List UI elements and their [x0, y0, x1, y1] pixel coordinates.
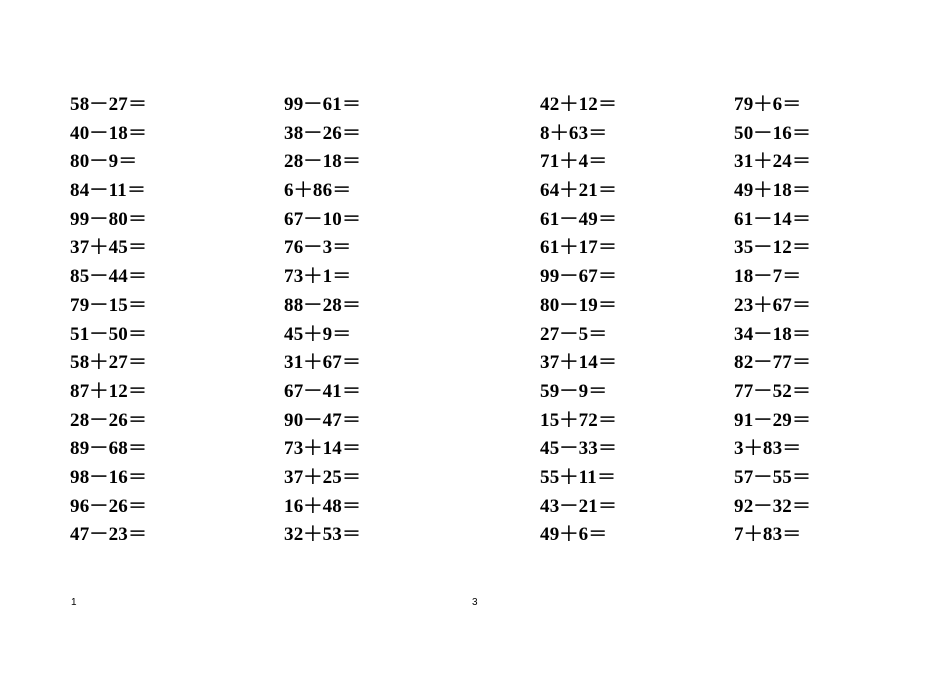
- arithmetic-problem: 96－26＝: [70, 495, 148, 517]
- arithmetic-problem: 38－26＝: [284, 122, 362, 144]
- arithmetic-problem: 73＋14＝: [284, 438, 362, 460]
- arithmetic-problem: 61－14＝: [734, 208, 812, 230]
- page-number: 3: [472, 597, 478, 608]
- worksheet-page-3: [472, 0, 950, 673]
- arithmetic-problem: 40－18＝: [70, 122, 148, 144]
- arithmetic-problem: 35－12＝: [734, 237, 812, 259]
- arithmetic-problem: 59－9＝: [540, 380, 608, 402]
- arithmetic-problem: 37＋14＝: [540, 352, 618, 374]
- arithmetic-problem: 43－21＝: [540, 495, 618, 517]
- arithmetic-problem: 73＋1＝: [284, 266, 352, 288]
- arithmetic-problem: 67－41＝: [284, 380, 362, 402]
- arithmetic-problem: 64＋21＝: [540, 180, 618, 202]
- problem-column-3: [540, 91, 617, 550]
- arithmetic-problem: 91－29＝: [734, 409, 812, 431]
- arithmetic-problem: 18－7＝: [734, 266, 802, 288]
- arithmetic-problem: 77－52＝: [734, 380, 812, 402]
- arithmetic-problem: 89－68＝: [70, 438, 148, 460]
- arithmetic-problem: 34－18＝: [734, 323, 812, 345]
- arithmetic-problem: 82－77＝: [734, 352, 812, 374]
- arithmetic-problem: 23＋67＝: [734, 294, 812, 316]
- arithmetic-problem: 50－16＝: [734, 122, 812, 144]
- arithmetic-problem: 99－80＝: [70, 208, 148, 230]
- page-number: 1: [71, 597, 77, 608]
- arithmetic-problem: 31＋67＝: [284, 352, 362, 374]
- arithmetic-problem: 88－28＝: [284, 294, 362, 316]
- arithmetic-problem: 7＋83＝: [734, 524, 802, 546]
- arithmetic-problem: 80－19＝: [540, 294, 618, 316]
- arithmetic-problem: 6＋86＝: [284, 180, 352, 202]
- problem-column-4: [734, 91, 811, 550]
- arithmetic-problem: 79＋6＝: [734, 94, 802, 115]
- arithmetic-problem: 87＋12＝: [70, 380, 148, 402]
- arithmetic-problem: 45＋9＝: [284, 323, 352, 345]
- arithmetic-problem: 55＋11＝: [540, 466, 617, 488]
- arithmetic-problem: 31＋24＝: [734, 151, 812, 173]
- arithmetic-problem: 8＋63＝: [540, 122, 608, 144]
- arithmetic-problem: 84－11＝: [70, 180, 147, 202]
- arithmetic-problem: 61－49＝: [540, 208, 618, 230]
- arithmetic-problem: 58－27＝: [70, 94, 148, 115]
- arithmetic-problem: 49＋6＝: [540, 524, 608, 546]
- problem-column-2: [284, 91, 361, 550]
- arithmetic-problem: 92－32＝: [734, 495, 812, 517]
- arithmetic-problem: 51－50＝: [70, 323, 148, 345]
- arithmetic-problem: 3＋83＝: [734, 438, 802, 460]
- arithmetic-problem: 16＋48＝: [284, 495, 362, 517]
- arithmetic-problem: 79－15＝: [70, 294, 148, 316]
- arithmetic-problem: 99－61＝: [284, 94, 362, 115]
- arithmetic-problem: 37＋45＝: [70, 237, 148, 259]
- arithmetic-problem: 15＋72＝: [540, 409, 618, 431]
- problem-column-1: [70, 91, 147, 550]
- arithmetic-problem: 27－5＝: [540, 323, 608, 345]
- arithmetic-problem: 37＋25＝: [284, 466, 362, 488]
- arithmetic-problem: 42＋12＝: [540, 94, 618, 115]
- arithmetic-problem: 98－16＝: [70, 466, 148, 488]
- arithmetic-problem: 80－9＝: [70, 151, 138, 173]
- arithmetic-problem: 32＋53＝: [284, 524, 362, 546]
- arithmetic-problem: 47－23＝: [70, 524, 148, 546]
- arithmetic-problem: 85－44＝: [70, 266, 148, 288]
- arithmetic-problem: 28－18＝: [284, 151, 362, 173]
- arithmetic-problem: 58＋27＝: [70, 352, 148, 374]
- arithmetic-problem: 71＋4＝: [540, 151, 608, 173]
- arithmetic-problem: 49＋18＝: [734, 180, 812, 202]
- arithmetic-problem: 57－55＝: [734, 466, 812, 488]
- arithmetic-problem: 45－33＝: [540, 438, 618, 460]
- arithmetic-problem: 28－26＝: [70, 409, 148, 431]
- arithmetic-problem: 67－10＝: [284, 208, 362, 230]
- arithmetic-problem: 90－47＝: [284, 409, 362, 431]
- arithmetic-problem: 76－3＝: [284, 237, 352, 259]
- arithmetic-problem: 61＋17＝: [540, 237, 618, 259]
- arithmetic-problem: 99－67＝: [540, 266, 618, 288]
